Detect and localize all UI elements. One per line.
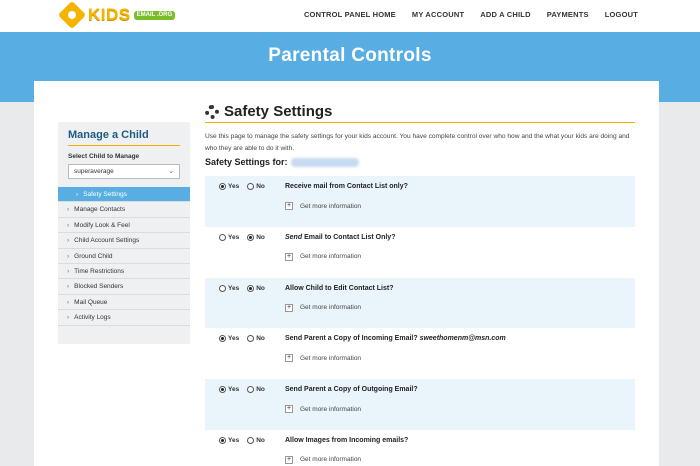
question-text: Send Parent a Copy of Outgoing Email? xyxy=(285,386,418,394)
setting-row xyxy=(205,430,635,466)
sidebar-item-blocked-senders[interactable] xyxy=(58,279,190,294)
yes-no-toggle xyxy=(219,437,265,444)
yes-no-toggle xyxy=(219,285,265,292)
get-more-info[interactable] xyxy=(285,405,361,413)
settings-for-heading xyxy=(205,157,359,167)
no-radio[interactable] xyxy=(247,234,265,241)
nav-add-a-child[interactable]: ADD A CHILD xyxy=(480,9,531,19)
section-title-text: Safety Settings xyxy=(224,103,333,120)
setting-row xyxy=(205,328,635,379)
yes-label: Yes xyxy=(228,183,240,190)
plus-icon: + xyxy=(286,405,292,413)
section-description: Use this page to manage the safety settings for your kids account. You have complete control over who how and the what your kids are doing and who they are able to do it with. xyxy=(205,133,630,152)
setting-question xyxy=(285,285,394,292)
sidebar-item-label: Time Restrictions xyxy=(74,267,125,275)
chevron-right-icon: › xyxy=(67,221,70,229)
sidebar-item-label: Modify Look & Feel xyxy=(74,221,130,229)
logo-mark-icon xyxy=(58,1,86,29)
section-divider xyxy=(205,122,635,123)
get-more-info-label: Get more information xyxy=(300,456,362,464)
plus-icon: + xyxy=(286,303,292,311)
no-label: No xyxy=(256,183,265,190)
yes-label: Yes xyxy=(228,386,240,394)
sidebar-item-safety-settings[interactable] xyxy=(58,187,190,202)
get-more-info[interactable] xyxy=(285,304,361,312)
plus-icon: + xyxy=(286,252,292,260)
setting-row xyxy=(205,227,635,278)
chevron-down-icon: ⌄ xyxy=(168,168,174,175)
setting-question xyxy=(285,234,395,241)
get-more-info[interactable] xyxy=(285,456,361,464)
yes-no-toggle xyxy=(219,335,265,342)
get-more-info-label: Get more information xyxy=(300,253,362,261)
yes-label: Yes xyxy=(228,284,240,292)
sidebar-item-time-restrictions[interactable] xyxy=(58,264,190,279)
yes-no-toggle xyxy=(219,234,265,241)
top-bar xyxy=(0,0,700,32)
yes-no-toggle xyxy=(219,183,265,190)
question-text: Email to Contact List Only? xyxy=(302,233,396,241)
radio-icon xyxy=(247,386,254,393)
no-radio[interactable] xyxy=(247,386,265,393)
question-text: Allow Images from Incoming emails? xyxy=(285,436,409,444)
chevron-right-icon: › xyxy=(67,267,70,275)
chevron-right-icon: › xyxy=(67,314,70,322)
chevron-right-icon: › xyxy=(67,283,70,291)
question-text: Send Parent a Copy of Incoming Email? xyxy=(285,335,420,343)
sidebar-item-label: Manage Contacts xyxy=(74,206,126,214)
yes-radio[interactable] xyxy=(219,437,239,444)
plus-icon: + xyxy=(286,354,292,362)
radio-icon xyxy=(247,437,254,444)
yes-radio[interactable] xyxy=(219,335,239,342)
no-label: No xyxy=(256,335,265,343)
gear-icon xyxy=(205,105,219,119)
logo-badge: EMAIL .ORG xyxy=(134,11,176,20)
child-select-value: superaverage xyxy=(74,168,114,175)
chevron-right-icon: › xyxy=(67,298,70,306)
radio-icon xyxy=(247,183,254,190)
no-radio[interactable] xyxy=(247,335,265,342)
sidebar-item-label: Ground Child xyxy=(74,252,113,260)
get-more-info-label: Get more information xyxy=(300,202,362,210)
redacted-child-name xyxy=(291,158,359,167)
site-logo[interactable] xyxy=(62,3,175,27)
radio-icon xyxy=(219,285,226,292)
radio-icon xyxy=(219,386,226,393)
parent-email: sweethomenm@msn.com xyxy=(419,335,506,343)
chevron-right-icon: › xyxy=(67,252,70,260)
main-panel xyxy=(34,81,659,466)
sidebar-item-manage-contacts[interactable] xyxy=(58,202,190,217)
sidebar-item-label: Activity Logs xyxy=(74,314,111,322)
yes-radio[interactable] xyxy=(219,183,239,190)
setting-question xyxy=(285,183,408,190)
setting-question xyxy=(285,386,418,393)
no-radio[interactable] xyxy=(247,183,265,190)
plus-icon: + xyxy=(286,455,292,463)
nav-my-account[interactable]: MY ACCOUNT xyxy=(411,9,465,19)
page-title: Parental Controls xyxy=(268,45,432,66)
get-more-info-label: Get more information xyxy=(300,405,362,413)
radio-icon xyxy=(219,335,226,342)
nav-payments[interactable]: PAYMENTS xyxy=(546,9,589,19)
setting-row xyxy=(205,278,635,329)
plus-icon: + xyxy=(286,202,292,209)
child-select-label: Select Child to Manage xyxy=(68,153,140,160)
setting-row xyxy=(205,176,635,227)
radio-icon xyxy=(247,285,254,292)
get-more-info[interactable] xyxy=(285,354,361,362)
chevron-right-icon: › xyxy=(76,191,79,198)
setting-row xyxy=(205,379,635,430)
no-label: No xyxy=(256,386,265,394)
yes-label: Yes xyxy=(228,335,240,343)
yes-radio[interactable] xyxy=(219,285,239,292)
sidebar-item-modify-look-feel[interactable] xyxy=(58,218,190,233)
yes-radio[interactable] xyxy=(219,386,239,393)
setting-question xyxy=(285,437,408,444)
sidebar xyxy=(58,122,190,344)
nav-control-panel-home[interactable]: CONTROL PANEL HOME xyxy=(303,9,396,19)
get-more-info-label: Get more information xyxy=(300,354,362,362)
radio-icon xyxy=(219,183,226,190)
get-more-info[interactable] xyxy=(285,253,361,261)
nav-logout[interactable]: LOGOUT xyxy=(604,9,638,19)
radio-icon xyxy=(247,234,254,241)
get-more-info[interactable] xyxy=(285,202,361,210)
section-title xyxy=(205,103,332,120)
no-radio[interactable] xyxy=(247,437,265,444)
sidebar-divider xyxy=(68,145,180,146)
sidebar-item-ground-child[interactable] xyxy=(58,249,190,264)
sidebar-item-label: Child Account Settings xyxy=(74,237,140,245)
sidebar-item-label: Mail Queue xyxy=(74,298,108,306)
no-radio[interactable] xyxy=(247,285,265,292)
sidebar-item-child-account-settings[interactable] xyxy=(58,233,190,248)
sidebar-item-label: Safety Settings xyxy=(83,191,127,198)
settings-for-label: Safety Settings for: xyxy=(205,157,288,167)
sidebar-item-activity-logs[interactable] xyxy=(58,310,190,325)
yes-label: Yes xyxy=(228,233,240,241)
chevron-right-icon: › xyxy=(67,237,70,245)
no-label: No xyxy=(256,284,265,292)
no-label: No xyxy=(256,233,265,241)
yes-label: Yes xyxy=(228,436,240,444)
chevron-right-icon: › xyxy=(67,206,70,214)
question-prefix: Send xyxy=(285,233,303,241)
sidebar-title: Manage a Child xyxy=(68,129,149,141)
no-label: No xyxy=(256,436,265,444)
yes-no-toggle xyxy=(219,386,265,393)
main-nav xyxy=(304,0,638,28)
question-text: Allow Child to Edit Contact List? xyxy=(285,284,394,292)
yes-radio[interactable] xyxy=(219,234,239,241)
sidebar-menu xyxy=(58,187,190,326)
radio-icon xyxy=(219,437,226,444)
question-text: Receive mail from Contact List only? xyxy=(285,183,408,190)
settings-list xyxy=(205,176,635,466)
sidebar-item-label: Blocked Senders xyxy=(74,283,124,291)
get-more-info-label: Get more information xyxy=(300,304,362,312)
sidebar-item-mail-queue[interactable] xyxy=(58,295,190,310)
radio-icon xyxy=(219,234,226,241)
logo-text: KIDS xyxy=(88,5,131,24)
child-select[interactable] xyxy=(68,164,180,179)
setting-question xyxy=(285,335,506,342)
radio-icon xyxy=(247,335,254,342)
